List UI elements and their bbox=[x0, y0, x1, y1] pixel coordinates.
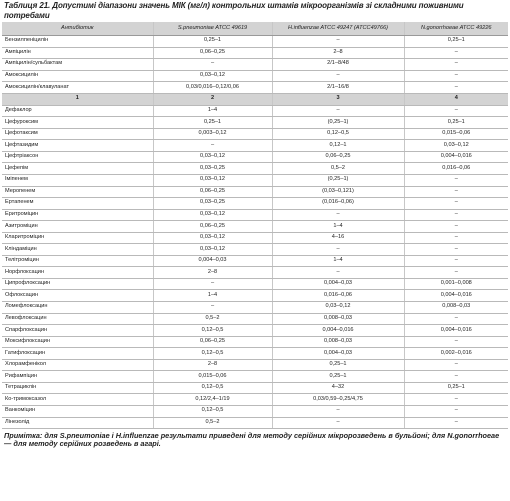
header-h-influenzae: H.influenzae ATCC 49247 (ATCC49766) bbox=[272, 22, 404, 36]
antibiotic-name-cell: Хлорамфенікол bbox=[2, 359, 153, 371]
table-row bbox=[2, 232, 508, 244]
header-antibiotic: Антибіотик bbox=[2, 22, 153, 36]
table-row bbox=[2, 186, 508, 198]
mic-range-cell: 0,015–0,06 bbox=[153, 371, 272, 383]
antibiotic-name-cell: Ампіцилін/сульбактам bbox=[2, 59, 153, 71]
mic-range-cell: 0,06–0,25 bbox=[153, 186, 272, 198]
mic-range-cell: 0,003–0,12 bbox=[153, 128, 272, 140]
table-row bbox=[2, 417, 508, 429]
mic-range-cell: 0,25–1 bbox=[404, 382, 508, 394]
table-row bbox=[2, 405, 508, 417]
table-row bbox=[2, 290, 508, 302]
mic-range-cell: 2–8 bbox=[153, 359, 272, 371]
table-body-top bbox=[2, 36, 508, 94]
table-row bbox=[2, 198, 508, 210]
antibiotic-name-cell: Гатифлоксацин bbox=[2, 348, 153, 360]
mic-range-cell: 0,004–0,016 bbox=[404, 325, 508, 337]
mic-range-cell: 0,008–0,03 bbox=[404, 302, 508, 314]
column-number: 4 bbox=[404, 93, 508, 105]
mic-range-cell: 0,12/2,4–1/19 bbox=[153, 394, 272, 406]
mic-range-cell: (0,25–1) bbox=[272, 175, 404, 187]
table-row bbox=[2, 163, 508, 175]
mic-range-cell: – bbox=[272, 105, 404, 117]
mic-range-cell: – bbox=[404, 267, 508, 279]
mic-range-cell: 0,5–2 bbox=[153, 313, 272, 325]
mic-range-cell: 0,25–1 bbox=[404, 117, 508, 129]
mic-range-cell: 0,03–0,12 bbox=[153, 244, 272, 256]
antibiotic-name-cell: Моксифлоксацин bbox=[2, 336, 153, 348]
table-row bbox=[2, 255, 508, 267]
mic-range-cell: – bbox=[272, 405, 404, 417]
mic-range-cell: 2–8 bbox=[272, 47, 404, 59]
table-row bbox=[2, 278, 508, 290]
mic-range-cell: 0,004–0,016 bbox=[404, 151, 508, 163]
mic-range-cell: 1–4 bbox=[272, 221, 404, 233]
table-row bbox=[2, 117, 508, 129]
mic-range-cell: 0,03–0,12 bbox=[153, 70, 272, 82]
mic-range-cell: 0,016–0,06 bbox=[272, 290, 404, 302]
table-body-bottom bbox=[2, 105, 508, 428]
antibiotic-name-cell: Амоксицилін/клавуланат bbox=[2, 82, 153, 94]
mic-range-cell: – bbox=[404, 255, 508, 267]
mic-range-cell: 0,12–1 bbox=[272, 140, 404, 152]
antibiotic-name-cell: Ко-тримоксазол bbox=[2, 394, 153, 406]
antibiotic-name-cell: Лінезолід bbox=[2, 417, 153, 429]
mic-range-cell: 1–4 bbox=[153, 105, 272, 117]
mic-range-cell: – bbox=[404, 313, 508, 325]
antibiotic-name-cell: Цефтазидим bbox=[2, 140, 153, 152]
mic-range-cell: – bbox=[272, 209, 404, 221]
mic-range-cell: 2–8 bbox=[153, 267, 272, 279]
mic-range-cell: – bbox=[404, 405, 508, 417]
mic-range-cell: 0,03–0,12 bbox=[153, 175, 272, 187]
mic-range-cell: 0,004–0,016 bbox=[404, 290, 508, 302]
mic-range-cell: – bbox=[404, 336, 508, 348]
mic-range-cell: – bbox=[404, 244, 508, 256]
mic-range-cell: 0,03–0,25 bbox=[153, 163, 272, 175]
table-row bbox=[2, 336, 508, 348]
antibiotic-name-cell: Ампіцилін bbox=[2, 47, 153, 59]
mic-range-cell: 0,12–0,5 bbox=[153, 382, 272, 394]
table-row bbox=[2, 348, 508, 360]
column-number: 3 bbox=[272, 93, 404, 105]
mic-range-cell: 0,25–1 bbox=[272, 359, 404, 371]
table-row bbox=[2, 221, 508, 233]
antibiotic-name-cell: Рифампіцин bbox=[2, 371, 153, 383]
antibiotic-name-cell: Іміпенем bbox=[2, 175, 153, 187]
table-row bbox=[2, 209, 508, 221]
mic-range-cell: 2/1–8/48 bbox=[272, 59, 404, 71]
mic-range-cell: (0,25–1) bbox=[272, 117, 404, 129]
mic-range-cell: – bbox=[404, 198, 508, 210]
mic-range-cell: 0,06–0,25 bbox=[272, 151, 404, 163]
mic-range-cell: – bbox=[404, 186, 508, 198]
table-row bbox=[2, 325, 508, 337]
mic-range-cell: 0,12–0,5 bbox=[153, 405, 272, 417]
mic-range-cell: 0,12–0,5 bbox=[272, 128, 404, 140]
mic-range-cell: 0,03/0,59–0,25/4,75 bbox=[272, 394, 404, 406]
table-row bbox=[2, 382, 508, 394]
mic-range-cell: – bbox=[404, 105, 508, 117]
mic-range-cell: – bbox=[404, 417, 508, 429]
column-number-row bbox=[2, 93, 508, 105]
mic-range-cell: – bbox=[404, 47, 508, 59]
table-row bbox=[2, 302, 508, 314]
mic-range-cell: 0,004–0,016 bbox=[272, 325, 404, 337]
mic-range-cell: 0,008–0,03 bbox=[272, 313, 404, 325]
mic-range-cell: – bbox=[272, 417, 404, 429]
mic-range-cell: 0,03–0,12 bbox=[153, 209, 272, 221]
mic-range-cell: 0,25–1 bbox=[153, 117, 272, 129]
mic-range-cell: 0,03–0,12 bbox=[404, 140, 508, 152]
mic-range-cell: – bbox=[153, 59, 272, 71]
mic-range-cell: 0,12–0,5 bbox=[153, 325, 272, 337]
mic-range-cell: – bbox=[404, 59, 508, 71]
table-caption: Таблиця 21. Допустимі діапазони значень МІК (мг/л) контрольних штамів мікроорганізмів зі складними поживними потребами bbox=[4, 1, 464, 20]
mic-range-cell: – bbox=[153, 302, 272, 314]
antibiotic-name-cell: Ванкоміцин bbox=[2, 405, 153, 417]
table-row bbox=[2, 140, 508, 152]
antibiotic-name-cell: Еритроміцин bbox=[2, 209, 153, 221]
antibiotic-name-cell: Меропенем bbox=[2, 186, 153, 198]
mic-range-cell: 0,06–0,25 bbox=[153, 336, 272, 348]
mic-range-cell: 0,5–2 bbox=[153, 417, 272, 429]
mic-range-cell: 0,008–0,03 bbox=[272, 336, 404, 348]
header-row bbox=[2, 22, 508, 36]
table-row bbox=[2, 59, 508, 71]
antibiotic-name-cell: Азитроміцин bbox=[2, 221, 153, 233]
mic-range-cell: 1–4 bbox=[272, 255, 404, 267]
mic-range-cell: 0,002–0,016 bbox=[404, 348, 508, 360]
mic-table bbox=[2, 22, 508, 429]
mic-range-cell: – bbox=[404, 221, 508, 233]
mic-range-cell: 0,06–0,25 bbox=[153, 47, 272, 59]
antibiotic-name-cell: Офлоксацин bbox=[2, 290, 153, 302]
mic-range-cell: – bbox=[153, 140, 272, 152]
table-row bbox=[2, 175, 508, 187]
antibiotic-name-cell: Ломефлоксацин bbox=[2, 302, 153, 314]
mic-range-cell: – bbox=[272, 36, 404, 48]
mic-range-cell: – bbox=[404, 232, 508, 244]
table-row bbox=[2, 128, 508, 140]
mic-range-cell: – bbox=[272, 244, 404, 256]
mic-range-cell: – bbox=[404, 70, 508, 82]
table-row bbox=[2, 105, 508, 117]
column-number: 1 bbox=[2, 93, 153, 105]
table-row bbox=[2, 244, 508, 256]
table-row bbox=[2, 371, 508, 383]
mic-range-cell: 0,016–0,06 bbox=[404, 163, 508, 175]
mic-range-cell: 0,03–0,12 bbox=[153, 151, 272, 163]
mic-range-cell: 0,004–0,03 bbox=[153, 255, 272, 267]
mic-range-cell: 0,001–0,008 bbox=[404, 278, 508, 290]
antibiotic-name-cell: Цефепім bbox=[2, 163, 153, 175]
table-row bbox=[2, 313, 508, 325]
table-row bbox=[2, 359, 508, 371]
mic-range-cell: 2/1–16/8 bbox=[272, 82, 404, 94]
mic-range-cell: 0,25–1 bbox=[272, 371, 404, 383]
table-row bbox=[2, 70, 508, 82]
mic-range-cell: 0,12–0,5 bbox=[153, 348, 272, 360]
mic-range-cell: 0,5–2 bbox=[272, 163, 404, 175]
mic-range-cell: – bbox=[272, 267, 404, 279]
table-row bbox=[2, 36, 508, 48]
antibiotic-name-cell: Цефтріаксон bbox=[2, 151, 153, 163]
mic-range-cell: 0,015–0,06 bbox=[404, 128, 508, 140]
mic-range-cell: 0,004–0,03 bbox=[272, 278, 404, 290]
mic-range-cell: (0,016–0,06) bbox=[272, 198, 404, 210]
antibiotic-name-cell: Спарфлоксацин bbox=[2, 325, 153, 337]
antibiotic-name-cell: Ертапенем bbox=[2, 198, 153, 210]
mic-range-cell: (0,03–0,121) bbox=[272, 186, 404, 198]
mic-range-cell: 0,25–1 bbox=[153, 36, 272, 48]
mic-range-cell: 0,25–1 bbox=[404, 36, 508, 48]
mic-range-cell: 4–32 bbox=[272, 382, 404, 394]
antibiotic-name-cell: Дефаклор bbox=[2, 105, 153, 117]
mic-range-cell: 0,004–0,03 bbox=[272, 348, 404, 360]
antibiotic-name-cell: Цефуроксим bbox=[2, 117, 153, 129]
table-row bbox=[2, 47, 508, 59]
antibiotic-name-cell: Левофлоксацин bbox=[2, 313, 153, 325]
header-s-pneumoniae: S.pneumoniae ATCC 49619 bbox=[153, 22, 272, 36]
antibiotic-name-cell: Амоксицилін bbox=[2, 70, 153, 82]
mic-range-cell: – bbox=[153, 278, 272, 290]
antibiotic-name-cell: Цефотаксим bbox=[2, 128, 153, 140]
mic-range-cell: – bbox=[404, 371, 508, 383]
antibiotic-name-cell: Телітроміцин bbox=[2, 255, 153, 267]
mic-range-cell: 0,06–0,25 bbox=[153, 221, 272, 233]
mic-range-cell: – bbox=[272, 70, 404, 82]
table-row bbox=[2, 394, 508, 406]
antibiotic-name-cell: Тетрациклін bbox=[2, 382, 153, 394]
table-row bbox=[2, 151, 508, 163]
mic-range-cell: – bbox=[404, 359, 508, 371]
table-row bbox=[2, 267, 508, 279]
mic-range-cell: – bbox=[404, 394, 508, 406]
mic-range-cell: – bbox=[404, 82, 508, 94]
mic-range-cell: 0,03/0,016–0,12/0,06 bbox=[153, 82, 272, 94]
antibiotic-name-cell: Норфлоксацин bbox=[2, 267, 153, 279]
mic-range-cell: 4–16 bbox=[272, 232, 404, 244]
column-number: 2 bbox=[153, 93, 272, 105]
mic-range-cell: – bbox=[404, 175, 508, 187]
mic-range-cell: 1–4 bbox=[153, 290, 272, 302]
header-n-gonorrhoeae: N.gonorrhoeae ATCC 49226 bbox=[404, 22, 508, 36]
table-note: Примітка: для S.pneumoniae і H.influenzae результати приведені для методу серійних мікророзведень в бульйоні; для N.gonorrhoeae — для методу серійних розведень в агарі. bbox=[4, 431, 500, 449]
mic-range-cell: 0,03–0,25 bbox=[153, 198, 272, 210]
antibiotic-name-cell: Ципрофлоксацин bbox=[2, 278, 153, 290]
mic-range-cell: 0,03–0,12 bbox=[272, 302, 404, 314]
table-row bbox=[2, 82, 508, 94]
antibiotic-name-cell: Кліндаміцин bbox=[2, 244, 153, 256]
mic-range-cell: 0,03–0,12 bbox=[153, 232, 272, 244]
antibiotic-name-cell: Кларитроміцин bbox=[2, 232, 153, 244]
mic-range-cell: – bbox=[404, 209, 508, 221]
antibiotic-name-cell: Бензилпеніцилін bbox=[2, 36, 153, 48]
